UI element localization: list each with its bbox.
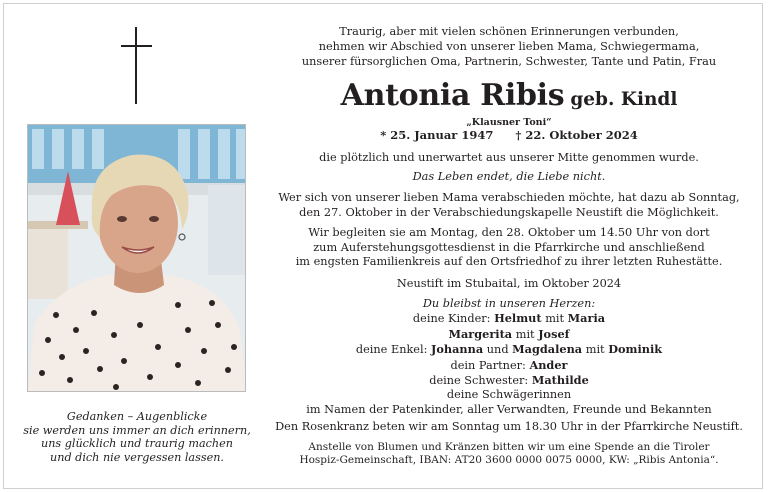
sister-label: deine Schwester: [429, 374, 529, 388]
sister-name: Mathilde [531, 373, 589, 388]
grandchildren-line [265, 342, 753, 357]
partner-name: Ander [529, 357, 568, 372]
memorial-poem [20, 410, 254, 464]
child-partner-name: Josef [538, 326, 570, 341]
others-line: im Namen der Patenkinder, aller Verwandten, Freunde und Bekannten [306, 402, 712, 416]
poem-line: sie werden uns immer an dich erinnern, [23, 423, 251, 437]
partner-line [265, 358, 753, 373]
grandchildren-label: deine Enkel: [355, 343, 428, 357]
intro-line: nehmen wir Abschied von unserer lieben Mama, Schwiegermama, [318, 40, 700, 53]
intro-line: Traurig, aber mit vielen schönen Erinnerungen verbunden, [339, 25, 679, 38]
funeral-line: im engsten Familienkreis auf den Ortsfriedhof zu ihrer letzten Ruhestätte. [295, 255, 723, 268]
donation-text [265, 441, 753, 467]
heart-line: Du bleibst in unseren Herzen: [422, 297, 596, 310]
child-name: Margerita [448, 326, 513, 341]
funeral-line: zum Auferstehungsgottesdienst in die Pfarrkirche und anschließend [313, 240, 705, 254]
deceased-name: Antonia Ribis [340, 78, 565, 113]
portrait-photo [27, 124, 246, 392]
connector-word: und [486, 343, 509, 357]
death-date: † 22. Oktober 2024 [515, 128, 638, 142]
grandchild-name: Dominik [608, 342, 663, 357]
place-date: Neustift im Stubaital, im Oktober 2024 [396, 277, 622, 290]
intro-text [265, 24, 753, 69]
rosary-text: Den Rosenkranz beten wir am Sonntag um 18.30 Uhr in der Pfarrkirche Neustift. [275, 420, 743, 433]
children-label: deine Kinder: [412, 312, 491, 326]
mourners-list [265, 297, 753, 417]
deceased-name-line [265, 78, 753, 113]
farewell-line: Wer sich von unserer lieben Mama verabschieden möchte, hat dazu ab Sonntag, [278, 191, 740, 204]
motto-text: Das Leben endet, die Liebe nicht. [412, 170, 606, 183]
connector-word: mit [545, 312, 565, 326]
birth-date: * 25. Januar 1947 [380, 128, 494, 142]
donation-line: Anstelle von Blumen und Kränzen bitten wir um eine Spende an die Tiroler [308, 441, 710, 453]
children-line [265, 311, 753, 326]
farewell-text [265, 191, 753, 220]
partner-label: dein Partner: [450, 358, 526, 372]
grandchild-name: Johanna [431, 342, 484, 357]
connector-word: mit [585, 343, 605, 357]
funeral-line: Wir begleiten sie am Montag, den 28. Oktober um 14.50 Uhr von dort [308, 226, 710, 239]
poem-line: Gedanken – Augenblicke [66, 410, 208, 423]
poem-line: und dich nie vergessen lassen. [50, 450, 224, 464]
intro-line: unserer fürsorglichen Oma, Partnerin, Schwester, Tante und Patin, Frau [301, 55, 717, 68]
children-line [265, 327, 753, 342]
sudden-death-text: die plötzlich und unerwartet aus unserer Mitte genommen wurde. [319, 151, 699, 164]
grandchild-name: Magdalena [512, 342, 583, 357]
child-partner-name: Maria [567, 311, 606, 326]
inlaws-line: deine Schwägerinnen [446, 388, 572, 402]
farewell-line: den 27. Oktober in der Verabschiedungskapelle Neustift die Möglichkeit. [299, 205, 719, 219]
donation-line: Hospiz-Gemeinschaft, IBAN: AT20 3600 0000 0075 0000, KW: „Ribis Antonia“. [299, 454, 719, 466]
funeral-text [265, 226, 753, 270]
nickname: „Klausner Toni“ [466, 117, 552, 128]
life-dates [265, 128, 753, 142]
child-name: Helmut [494, 311, 542, 326]
poem-line: uns glücklich und traurig machen [41, 437, 233, 451]
connector-word: mit [515, 327, 535, 341]
sister-line [265, 373, 753, 388]
birth-name: geb. Kindl [570, 89, 678, 110]
